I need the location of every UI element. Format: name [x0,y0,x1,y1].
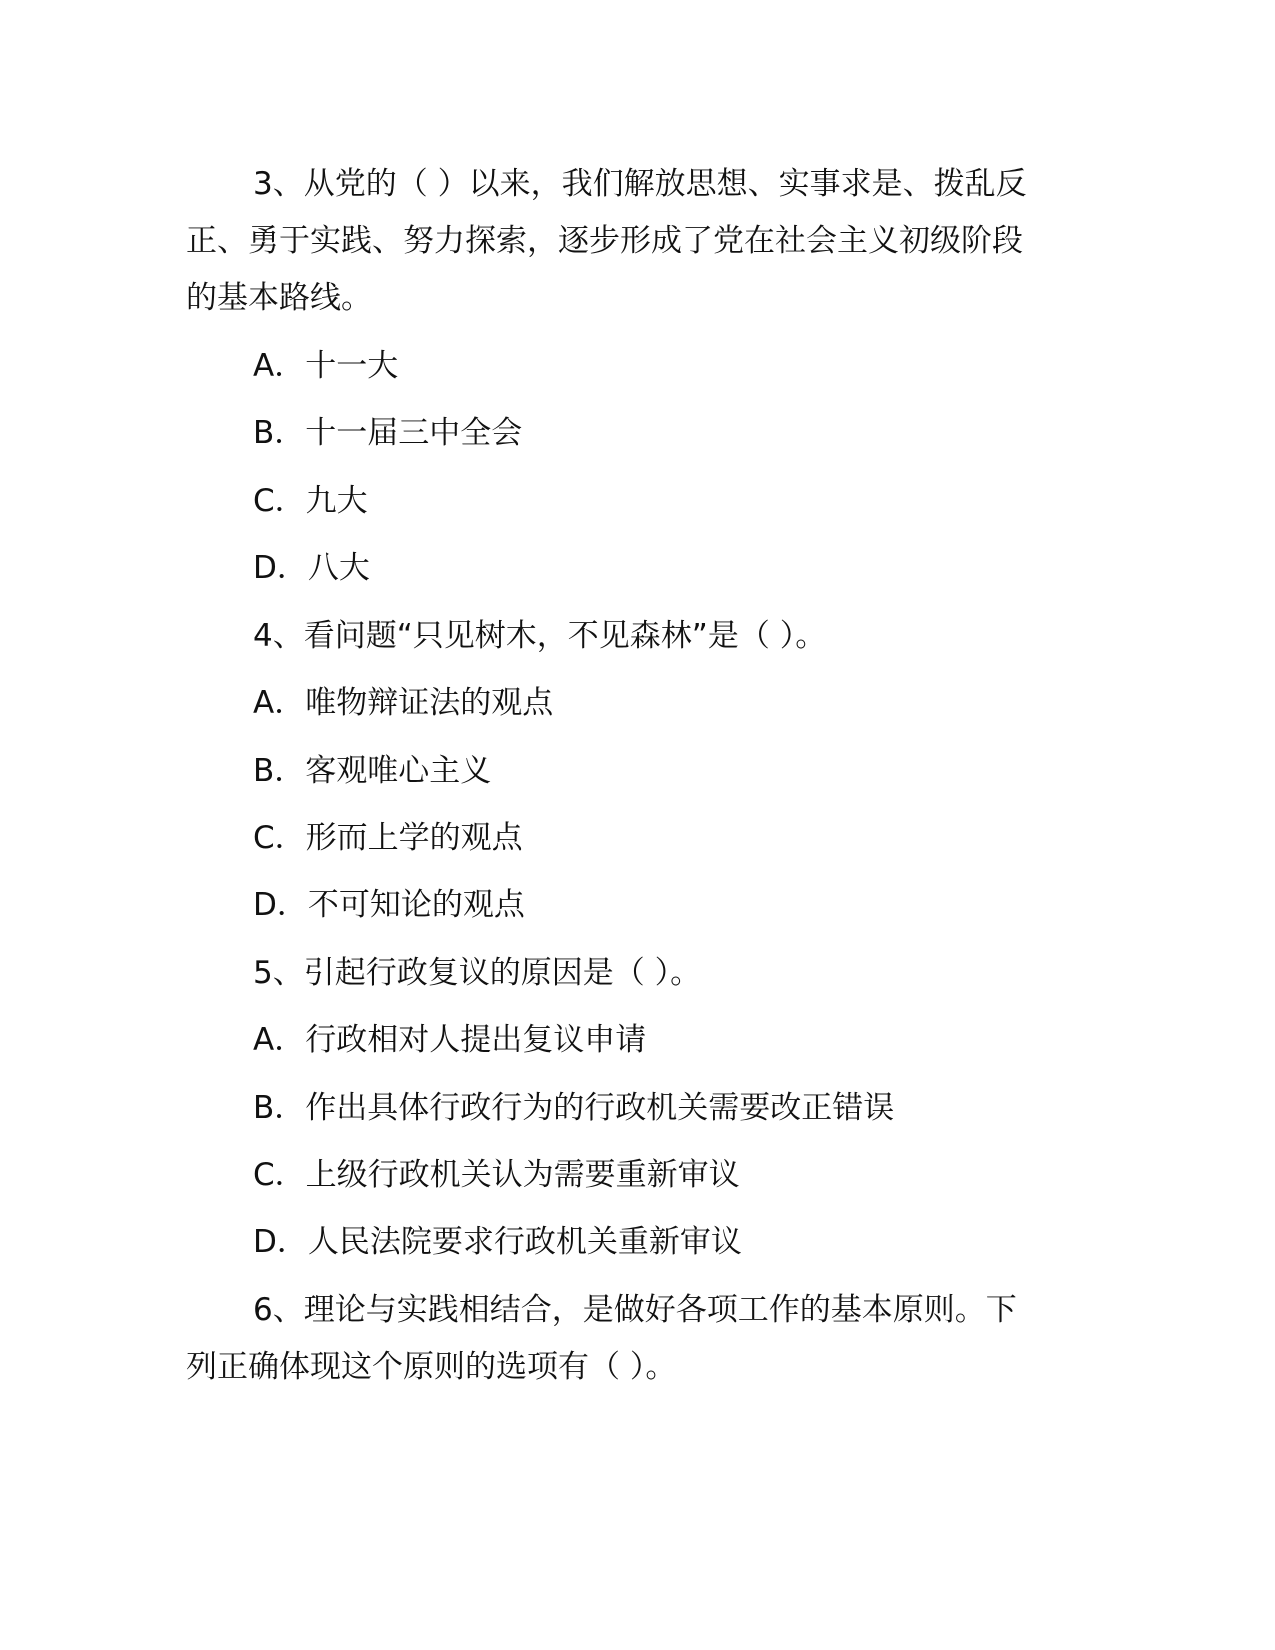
question-4-option-b: B．客观唯心主义 [253,753,492,789]
question-5-option-a: A．行政相对人提出复议申请 [253,1022,647,1058]
question-3-option-b: B．十一届三中全会 [253,415,523,451]
question-3-line-2: 正、勇于实践、努力探索，逐步形成了党在社会主义初级阶段 [186,223,1023,259]
question-5-option-c: C．上级行政机关认为需要重新审议 [253,1157,740,1193]
question-3-option-d: D．八大 [253,550,370,586]
question-4-option-c: C．形而上学的观点 [253,820,523,856]
question-3-option-a: A．十一大 [253,348,399,384]
question-3-line-1: 3、从党的（ ）以来，我们解放思想、实事求是、拨乱反 [253,166,1027,202]
question-5-option-d: D．人民法院要求行政机关重新审议 [253,1224,742,1260]
question-5-line-1: 5、引起行政复议的原因是（ ）。 [253,955,702,991]
question-4-option-d: D．不可知论的观点 [253,887,525,923]
question-6-line-1: 6、理论与实践相结合，是做好各项工作的基本原则。下 [253,1292,1017,1328]
question-5-option-b: B．作出具体行政行为的行政机关需要改正错误 [253,1090,895,1126]
question-4-line-1: 4、看问题“只见树木，不见森林”是（ ）。 [253,618,827,654]
question-3-line-3: 的基本路线。 [186,280,372,316]
question-4-option-a: A．唯物辩证法的观点 [253,685,554,721]
question-3-option-c: C．九大 [253,483,368,519]
question-6-line-2: 列正确体现这个原则的选项有（ ）。 [186,1349,677,1385]
